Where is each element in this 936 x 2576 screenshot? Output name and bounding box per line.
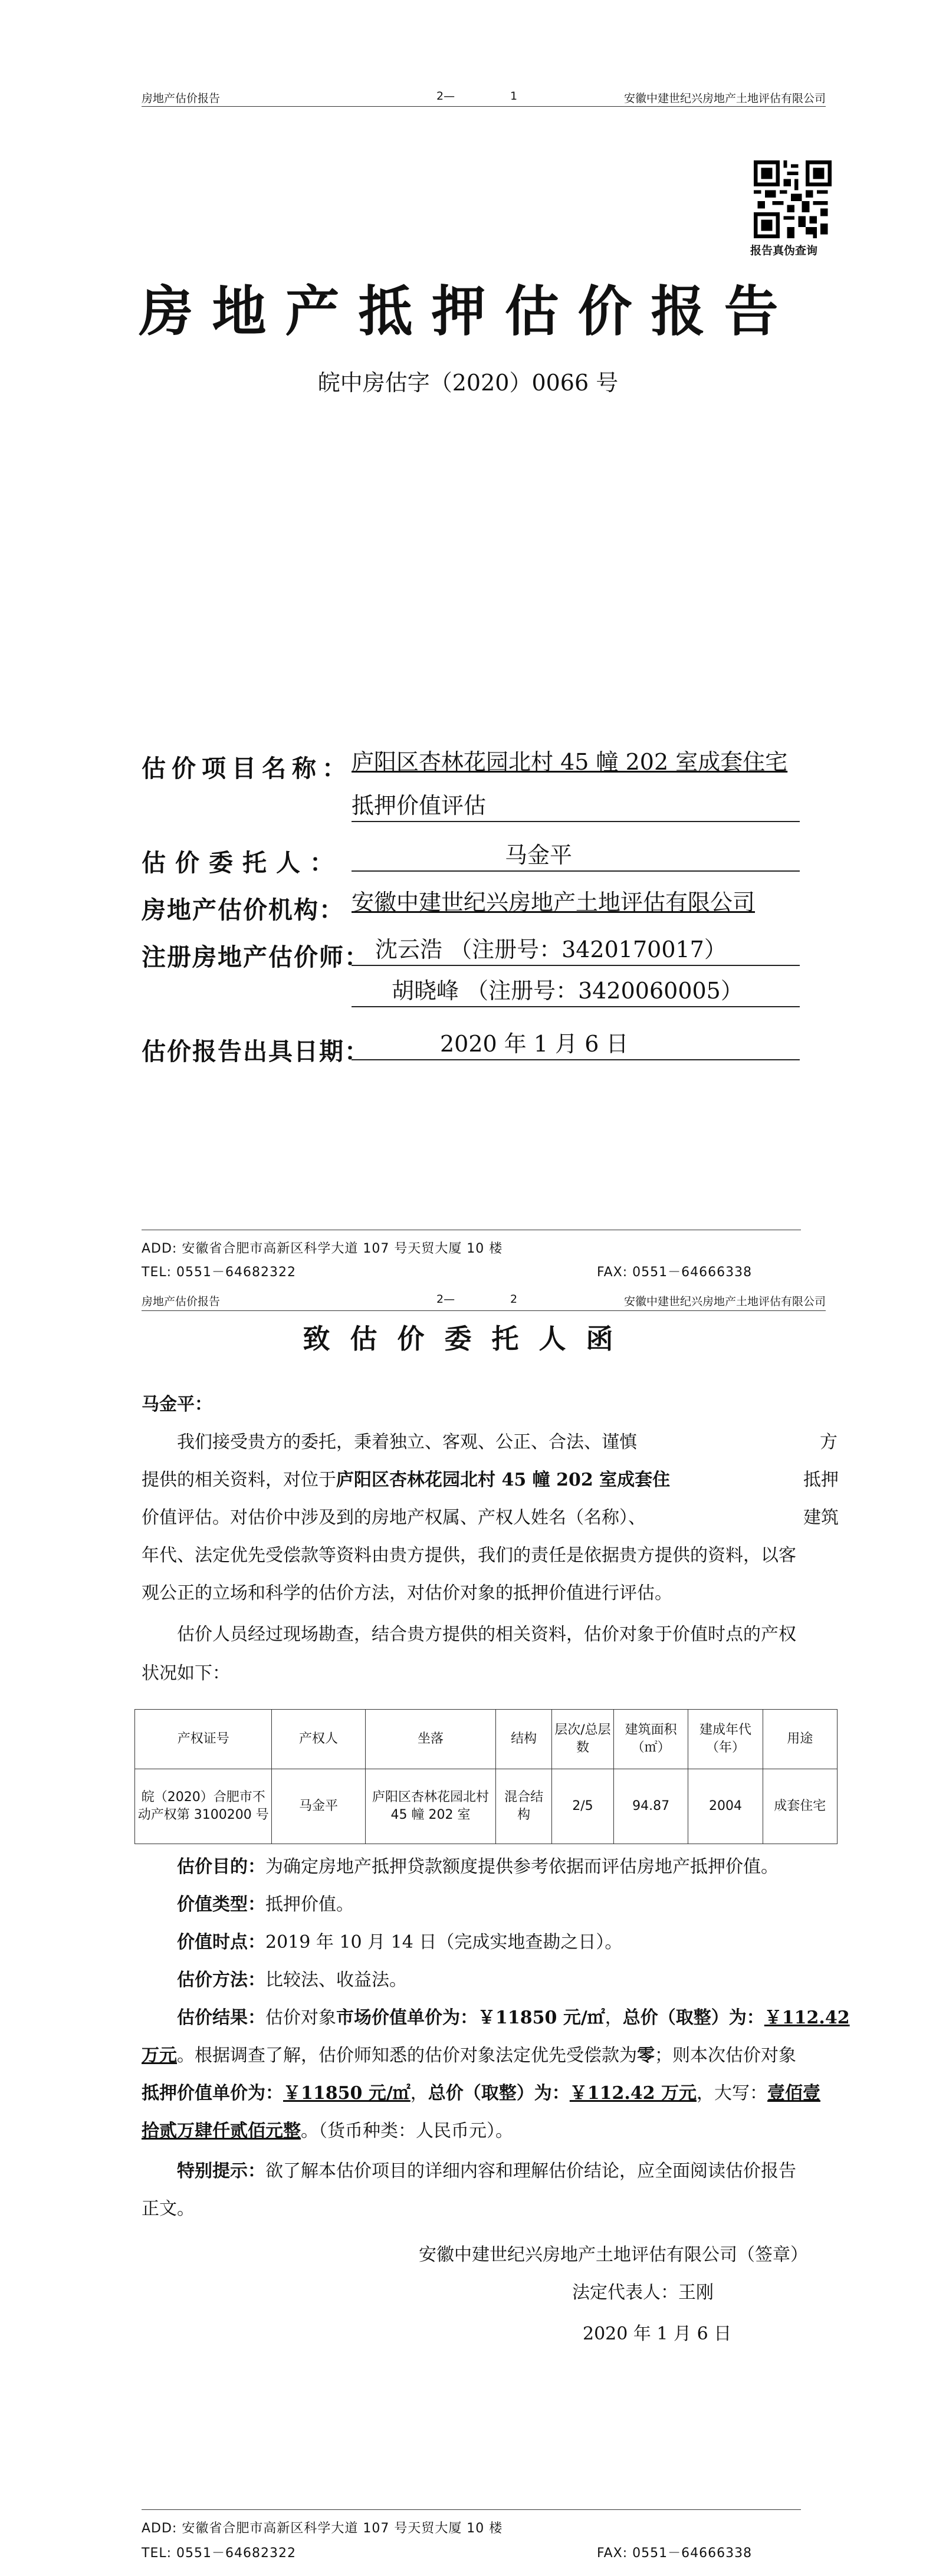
method-label: 估价方法： (177, 1970, 265, 1990)
qr-caption: 报告真伪查询 (750, 244, 818, 257)
salutation: 马金平： (142, 1394, 212, 1415)
value-type-line (142, 1886, 836, 1924)
footer-address: ADD: 安徽省合肥市高新区科学大道 107 号天贸大厦 10 楼 (142, 2521, 503, 2536)
header-left: 房地产估价报告 (142, 92, 221, 105)
table-cell: 2004 (688, 1769, 763, 1844)
letter-title: 致估价委托人函 (303, 1323, 633, 1355)
value-date-line (142, 1924, 836, 1961)
result-text: ， (605, 2007, 623, 2028)
market-total-price: ￥112.42 (764, 2007, 850, 2028)
para1-line5: 观公正的立场和科学的估价方法，对估价对象的抵押价值进行评估。 (142, 1583, 672, 1604)
result-text: 估价对象 (265, 2007, 336, 2028)
purpose-line (142, 1848, 836, 1886)
table-cell: 皖（2020）合肥市不动产权第 3100200 号 (135, 1769, 272, 1844)
market-unit-price: 市场价值单价为：￥11850 元/㎡ (336, 2007, 605, 2028)
result-text: 。（货币种类：人民币元）。 (301, 2121, 513, 2141)
para1-line2 (142, 1461, 836, 1499)
result-line-2 (142, 2037, 836, 2075)
para1-line1-end: 方 (820, 1432, 838, 1453)
header-page-prefix: 2— (436, 90, 455, 103)
result-label: 估价结果： (177, 2007, 265, 2028)
result-line-3 (142, 2075, 836, 2112)
amount-in-words-1: 壹佰壹 (767, 2083, 821, 2104)
result-text: ， (410, 2083, 428, 2104)
project-name-field (352, 747, 800, 777)
table-header: 产权证号 (135, 1710, 272, 1769)
table-cell: 混合结构 (496, 1769, 551, 1844)
header-page-prefix: 2— (436, 1293, 455, 1306)
para2-line2: 状况如下： (142, 1663, 230, 1684)
special-note-label: 特别提示： (177, 2161, 265, 2181)
mortgage-unit-label: 抵押价值单价为： (142, 2083, 283, 2104)
project-name-field-2 (352, 790, 800, 822)
value-date-label: 价值时点： (177, 1932, 265, 1953)
report-date-value: 2020 年 1 月 6 日 (440, 1031, 629, 1057)
footer-address: ADD: 安徽省合肥市高新区科学大道 107 号天贸大厦 10 楼 (142, 1241, 503, 1256)
report-date-label: 估价报告出具日期： (142, 1037, 370, 1066)
para1-line1: 我们接受贵方的委托，秉着独立、客观、公正、合法、谨慎 (177, 1432, 637, 1453)
appraiser-field-1 (352, 934, 800, 966)
amount-in-words-2: 拾贰万肆仟贰佰元整 (142, 2121, 301, 2141)
special-note-line-2: 正文。 (142, 2199, 195, 2219)
table-header: 用途 (763, 1710, 837, 1769)
project-name-label: 估价项目名称： (142, 754, 352, 783)
value-type-value: 抵押价值。 (265, 1894, 354, 1915)
table-header: 建筑面积（㎡） (614, 1710, 688, 1769)
project-name-line1: 庐阳区杏林花园北村 45 幢 202 室成套住宅 (352, 749, 788, 775)
mortgage-unit-price: ￥11850 元/㎡ (283, 2083, 410, 2104)
footer-fax: FAX: 0551－64666338 (597, 2546, 753, 2561)
result-line-1 (142, 1999, 850, 2037)
method-line (142, 1961, 836, 1999)
report-title: 房地产抵押估价报告 (139, 280, 797, 343)
header-page-number: 1 (510, 90, 518, 103)
table-row (135, 1769, 838, 1844)
agency-value: 安徽中建世纪兴房地产土地评估有限公司 (352, 889, 756, 915)
value-date-value: 2019 年 10 月 14 日（完成实地查勘之日）。 (265, 1932, 623, 1953)
total-label: 总价（取整）为： (622, 2007, 764, 2028)
special-note-value: 欲了解本估价项目的详细内容和理解估价结论，应全面阅读估价报告 (265, 2161, 796, 2181)
agency-label: 房地产估价机构： (142, 896, 344, 924)
method-value: 比较法、收益法。 (265, 1970, 407, 1990)
market-total-unit: 万元 (142, 2045, 177, 2066)
agency-field (352, 887, 800, 918)
footer-tel: TEL: 0551－64682322 (142, 1265, 296, 1280)
table-cell: 马金平 (272, 1769, 365, 1844)
header-right: 安徽中建世纪兴房地产土地评估有限公司 (623, 92, 826, 105)
para1-line4: 年代、法定优先受偿款等资料由贵方提供，我们的责任是依据贵方提供的资料，以客 (142, 1545, 796, 1566)
mortgage-total-price: ￥112.42 万元 (569, 2083, 697, 2104)
page-header (142, 88, 826, 107)
table-header: 建成年代（年） (688, 1710, 763, 1769)
special-note-line (142, 2153, 836, 2190)
para1-line2-end: 抵押 (803, 1470, 839, 1490)
footer-divider (142, 2509, 801, 2510)
signature-representative: 法定代表人：王刚 (572, 2282, 714, 2303)
table-header: 坐落 (365, 1710, 496, 1769)
para1-line2-a: 提供的相关资料，对位于 (142, 1470, 336, 1490)
appraiser-label: 注册房地产估价师： (142, 943, 370, 971)
table-header-row (135, 1710, 838, 1769)
purpose-label: 估价目的： (177, 1857, 265, 1877)
client-value: 马金平 (505, 842, 573, 868)
footer-fax: FAX: 0551－64666338 (597, 1265, 753, 1280)
report-number: 皖中房估字（2020）0066 号 (317, 370, 619, 396)
signature-date: 2020 年 1 月 6 日 (583, 2324, 732, 2344)
appraiser-field-2 (352, 975, 800, 1007)
result-line-4 (142, 2112, 836, 2150)
priority-debt: 零 (637, 2045, 655, 2066)
result-text: ，大写： (697, 2083, 768, 2104)
table-header: 层次/总层数 (551, 1710, 613, 1769)
table-cell: 94.87 (614, 1769, 688, 1844)
qr-code-icon[interactable] (754, 160, 832, 238)
property-location: 庐阳区杏林花园北村 45 幢 202 室成套住 (336, 1470, 671, 1490)
appraiser-2: 胡晓峰 （注册号：3420060005） (392, 978, 743, 1004)
appraiser-1: 沈云浩 （注册号：3420170017） (375, 937, 727, 962)
table-cell: 2/5 (551, 1769, 613, 1844)
table-cell: 庐阳区杏林花园北村 45 幢 202 室 (365, 1769, 496, 1844)
client-label: 估价委托人： (142, 849, 343, 877)
footer-tel: TEL: 0551－64682322 (142, 2546, 296, 2561)
header-left: 房地产估价报告 (142, 1295, 221, 1308)
mortgage-total-label: 总价（取整）为： (428, 2083, 570, 2104)
table-cell: 成套住宅 (763, 1769, 837, 1844)
para1-line3-end: 建筑 (803, 1507, 839, 1528)
header-right: 安徽中建世纪兴房地产土地评估有限公司 (623, 1295, 826, 1308)
client-field (352, 840, 800, 872)
result-text: 。根据调查了解，估价师知悉的估价对象法定优先受偿款为 (177, 2045, 637, 2066)
result-text: ；则本次估价对象 (655, 2045, 796, 2066)
report-date-field (352, 1029, 800, 1060)
signature-company: 安徽中建世纪兴房地产土地评估有限公司（签章） (419, 2245, 808, 2265)
page-header (142, 1292, 826, 1311)
table-header: 结构 (496, 1710, 551, 1769)
project-name-line2: 抵押价值评估 (352, 793, 487, 819)
para1-line3: 价值评估。对估价中涉及到的房地产权属、产权人姓名（名称）、 (142, 1507, 646, 1528)
purpose-value: 为确定房地产抵押贷款额度提供参考依据而评估房地产抵押价值。 (265, 1857, 779, 1877)
property-table (134, 1709, 838, 1844)
header-page-number: 2 (510, 1293, 518, 1306)
table-header: 产权人 (272, 1710, 365, 1769)
value-type-label: 价值类型： (177, 1894, 265, 1915)
para2-line1: 估价人员经过现场勘查，结合贵方提供的相关资料，估价对象于价值时点的产权 (177, 1624, 796, 1645)
